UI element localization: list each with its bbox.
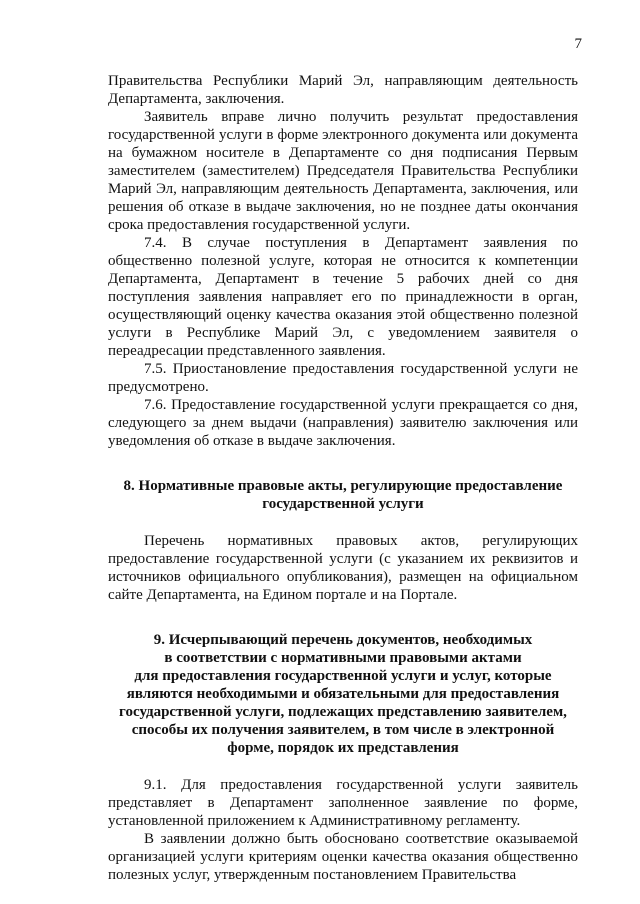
paragraph-justification: В заявлении должно быть обосновано соответствие оказываемой организацией услуги критериям оценки качества оказания общественно полезных услуг, утвержденным постановлением Правительства [108,831,578,883]
section-8-heading [108,477,578,513]
section-8-body: Перечень нормативных правовых актов, регулирующих предоставление государственной услуги (с указанием их реквизитов и источников официального опубликования), размещен на официальном сайте Департамента, на Едином портале и на Портале. [108,533,578,603]
paragraph-7-4: 7.4. В случае поступления в Департамент заявления по общественно полезной услуге, которая не относится к компетенции Департамента, Департамент в течение 5 рабочих дней со дня поступления заявления направляет его по принадлежности в орган, осуществляющий оценку качества оказания этой общественно полезной услуги в Республике Марий Эл, с уведомлением заявителя о переадресации представленного заявления. [108,235,578,359]
section-9-heading-line: государственной услуги, подлежащих представлению заявителем, [119,704,567,720]
spacer [108,604,578,631]
paragraph-continuation: Правительства Республики Марий Эл, направляющим деятельность Департамента, заключения. [108,73,578,107]
section-8-heading-line: государственной услуги [262,496,424,512]
document-body [108,72,578,884]
section-8-heading-line: 8. Нормативные правовые акты, регулирующие предоставление [123,478,563,494]
section-9-heading-line: для предоставления государственной услуги и услуг, которые [134,668,552,684]
section-9-heading-line: способы их получения заявителем, в том числе в электронной [131,722,555,738]
section-9-heading-line: 9. Исчерпывающий перечень документов, необходимых [153,632,533,648]
section-9-heading-line: форме, порядок их представления [227,740,459,756]
spacer [108,513,578,532]
spacer [108,450,578,477]
page-number: 7 [574,36,582,52]
spacer [108,757,578,776]
paragraph-9-1: 9.1. Для предоставления государственной услуги заявитель представляет в Департамент заполненное заявление по форме, установленной приложением к Административному регламенту. [108,777,578,829]
paragraph-7-6: 7.6. Предоставление государственной услуги прекращается со дня, следующего за днем выдачи (направления) заявителю заключения или уведомления об отказе в выдаче заключения. [108,397,578,449]
section-9-heading-line: в соответствии с нормативными правовыми актами [164,650,522,666]
section-9-heading-line: являются необходимыми и обязательными для предоставления [126,686,560,702]
section-9-heading [108,631,578,757]
paragraph-receive-result: Заявитель вправе лично получить результат предоставления государственной услуги в форме электронного документа или документа на бумажном носителе в Департаменте со дня подписания Первым заместителем (заместителем) Председателя Правительства Республики Марий Эл, направляющим деятельность Департамента, заключения, или решения об отказе в выдаче заключения, но не позднее даты окончания срока предоставления государственной услуги. [108,109,578,233]
paragraph-7-5: 7.5. Приостановление предоставления государственной услуги не предусмотрено. [108,361,578,395]
